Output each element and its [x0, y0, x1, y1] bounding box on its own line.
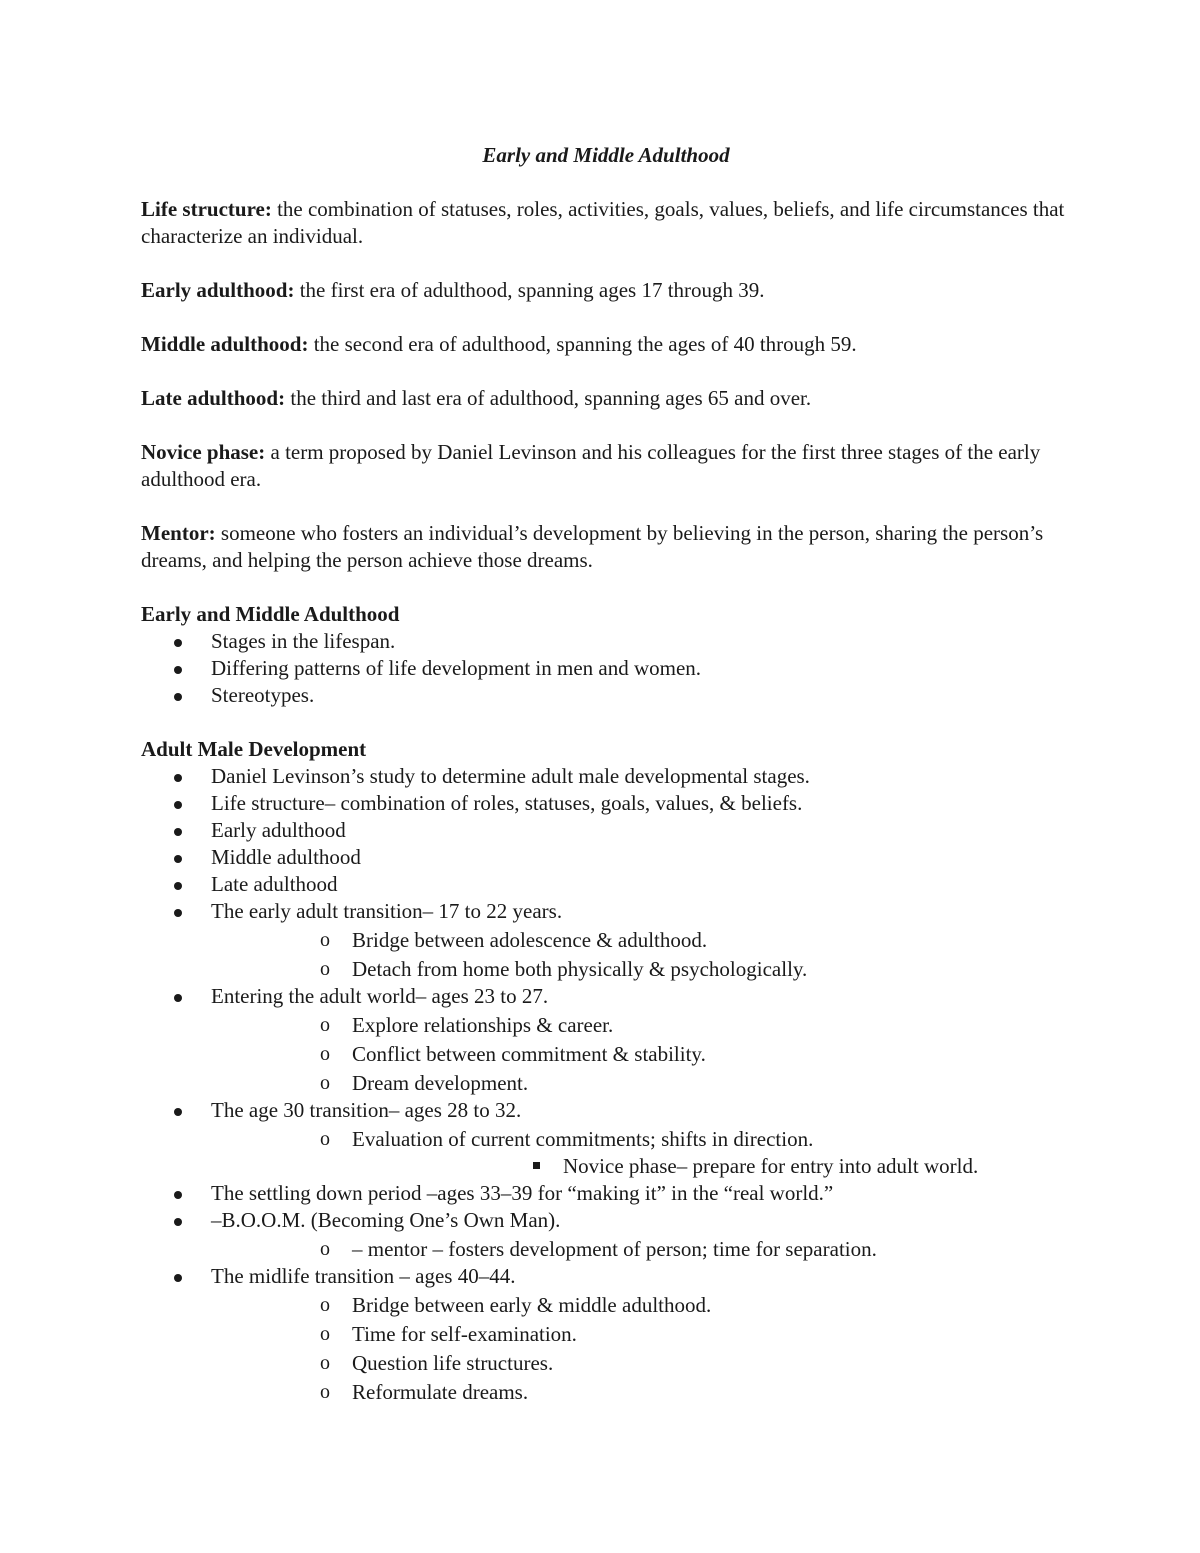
definition-text: a term proposed by Daniel Levinson and his colleagues for the first three stages of the early adulthood era.	[141, 440, 1041, 491]
definition-term: Novice phase:	[141, 440, 266, 464]
list-item	[141, 682, 1071, 709]
sub-list-item	[211, 1321, 1071, 1348]
sub-list-item-text: – mentor – fosters development of person; time for separation.	[352, 1237, 877, 1261]
circle-bullet-icon: o	[320, 1014, 330, 1036]
sub-list-item-text: Explore relationships & career.	[352, 1013, 614, 1037]
sub-list-item	[211, 1126, 1071, 1180]
bullet-icon	[174, 828, 182, 836]
sub-list-item	[211, 956, 1071, 983]
list-item-text: Stereotypes.	[211, 683, 315, 707]
list-item-text: The midlife transition – ages 40–44.	[211, 1264, 516, 1288]
list-item-text: The early adult transition– 17 to 22 years.	[211, 899, 563, 923]
list-item-text: Life structure– combination of roles, statuses, goals, values, & beliefs.	[211, 791, 803, 815]
list-item-text: Daniel Levinson’s study to determine adult male developmental stages.	[211, 764, 810, 788]
sub-sub-list	[352, 1153, 1071, 1180]
sub-list-item-text: Question life structures.	[352, 1351, 554, 1375]
circle-bullet-icon: o	[320, 1323, 330, 1345]
definition-term: Middle adulthood:	[141, 332, 309, 356]
definition-novice-phase	[141, 439, 1071, 493]
circle-bullet-icon: o	[320, 958, 330, 980]
definition-early-adulthood	[141, 277, 1071, 304]
definition-text: the third and last era of adulthood, spanning ages 65 and over.	[290, 386, 812, 410]
list-item	[141, 1180, 1071, 1207]
list-item-text: Middle adulthood	[211, 845, 361, 869]
definition-term: Early adulthood:	[141, 278, 295, 302]
sub-sub-list-item	[352, 1153, 1071, 1180]
definition-text: the first era of adulthood, spanning ages 17 through 39.	[299, 278, 765, 302]
document-title: Early and Middle Adulthood	[482, 143, 730, 167]
bullet-icon	[174, 855, 182, 863]
list-item	[141, 983, 1071, 1097]
list-item	[141, 1097, 1071, 1180]
definition-late-adulthood	[141, 385, 1071, 412]
sub-list-item-text: Time for self-examination.	[352, 1322, 577, 1346]
definition-term: Late adulthood:	[141, 386, 286, 410]
list-item	[141, 763, 1071, 790]
list-item	[141, 817, 1071, 844]
sub-list-item-text: Dream development.	[352, 1071, 529, 1095]
list-item	[141, 655, 1071, 682]
section-heading-adult-male: Adult Male Development	[141, 737, 367, 761]
list-item	[141, 628, 1071, 655]
sub-list-item-text: Reformulate dreams.	[352, 1380, 529, 1404]
definition-life-structure	[141, 196, 1071, 250]
list-item-text: –B.O.O.M. (Becoming One’s Own Man).	[211, 1208, 561, 1232]
sub-list-item	[211, 1379, 1071, 1406]
bullet-icon	[174, 1218, 182, 1226]
sub-list	[211, 1126, 1071, 1180]
definition-text: the second era of adulthood, spanning the ages of 40 through 59.	[313, 332, 857, 356]
sub-list-item	[211, 1236, 1071, 1263]
bullet-icon	[174, 666, 182, 674]
bullet-icon	[174, 882, 182, 890]
definition-middle-adulthood	[141, 331, 1071, 358]
bullet-icon	[174, 1108, 182, 1116]
bullet-icon	[174, 639, 182, 647]
list-item-text: The settling down period –ages 33–39 for “making it” in the “real world.”	[211, 1181, 834, 1205]
definition-term: Mentor:	[141, 521, 216, 545]
sub-list	[211, 927, 1071, 983]
sub-list-item	[211, 1350, 1071, 1377]
circle-bullet-icon: o	[320, 1294, 330, 1316]
sub-list-item-text: Bridge between adolescence & adulthood.	[352, 928, 708, 952]
list-item	[141, 790, 1071, 817]
list-item-text: Entering the adult world– ages 23 to 27.	[211, 984, 549, 1008]
circle-bullet-icon: o	[320, 929, 330, 951]
list-item	[141, 1263, 1071, 1406]
bullet-icon	[174, 693, 182, 701]
bullet-icon	[174, 1274, 182, 1282]
circle-bullet-icon: o	[320, 1043, 330, 1065]
sub-list-item	[211, 1041, 1071, 1068]
bullet-icon	[174, 774, 182, 782]
definition-text: someone who fosters an individual’s development by believing in the person, sharing the person’s dreams, and helping the person achieve those dreams.	[141, 521, 1044, 572]
sub-list-item	[211, 1292, 1071, 1319]
list-item-text: Early adulthood	[211, 818, 346, 842]
list-item-text: Stages in the lifespan.	[211, 629, 396, 653]
circle-bullet-icon: o	[320, 1381, 330, 1403]
sub-list-item	[211, 927, 1071, 954]
bullet-icon	[174, 909, 182, 917]
circle-bullet-icon: o	[320, 1352, 330, 1374]
list-item	[141, 844, 1071, 871]
definition-term: Life structure:	[141, 197, 272, 221]
list-item	[141, 1207, 1071, 1263]
circle-bullet-icon: o	[320, 1238, 330, 1260]
sub-list-item-text: Detach from home both physically & psychologically.	[352, 957, 808, 981]
bullet-icon	[174, 1191, 182, 1199]
section-list-adult-male	[141, 763, 1071, 1406]
list-item	[141, 871, 1071, 898]
section-list-early-middle	[141, 628, 1071, 709]
sub-list-item	[211, 1012, 1071, 1039]
sub-list-item-text: Evaluation of current commitments; shifts in direction.	[352, 1127, 814, 1151]
definition-mentor	[141, 520, 1071, 574]
document-page	[141, 142, 1071, 1433]
circle-bullet-icon: o	[320, 1072, 330, 1094]
sub-list-item-text: Conflict between commitment & stability.	[352, 1042, 706, 1066]
sub-list	[211, 1236, 1071, 1263]
list-item	[141, 898, 1071, 983]
list-item-text: Differing patterns of life development in men and women.	[211, 656, 702, 680]
bullet-icon	[174, 801, 182, 809]
bullet-icon	[174, 994, 182, 1002]
sub-list	[211, 1292, 1071, 1406]
list-item-text: Late adulthood	[211, 872, 338, 896]
list-item-text: The age 30 transition– ages 28 to 32.	[211, 1098, 522, 1122]
square-bullet-icon	[533, 1162, 540, 1169]
sub-list	[211, 1012, 1071, 1097]
sub-list-item	[211, 1070, 1071, 1097]
sub-list-item-text: Bridge between early & middle adulthood.	[352, 1293, 712, 1317]
definition-text: the combination of statuses, roles, activities, goals, values, beliefs, and life circumstances that characterize an individual.	[141, 197, 1065, 248]
circle-bullet-icon: o	[320, 1128, 330, 1150]
sub-sub-list-item-text: Novice phase– prepare for entry into adult world.	[563, 1154, 979, 1178]
section-heading-early-middle: Early and Middle Adulthood	[141, 602, 400, 626]
